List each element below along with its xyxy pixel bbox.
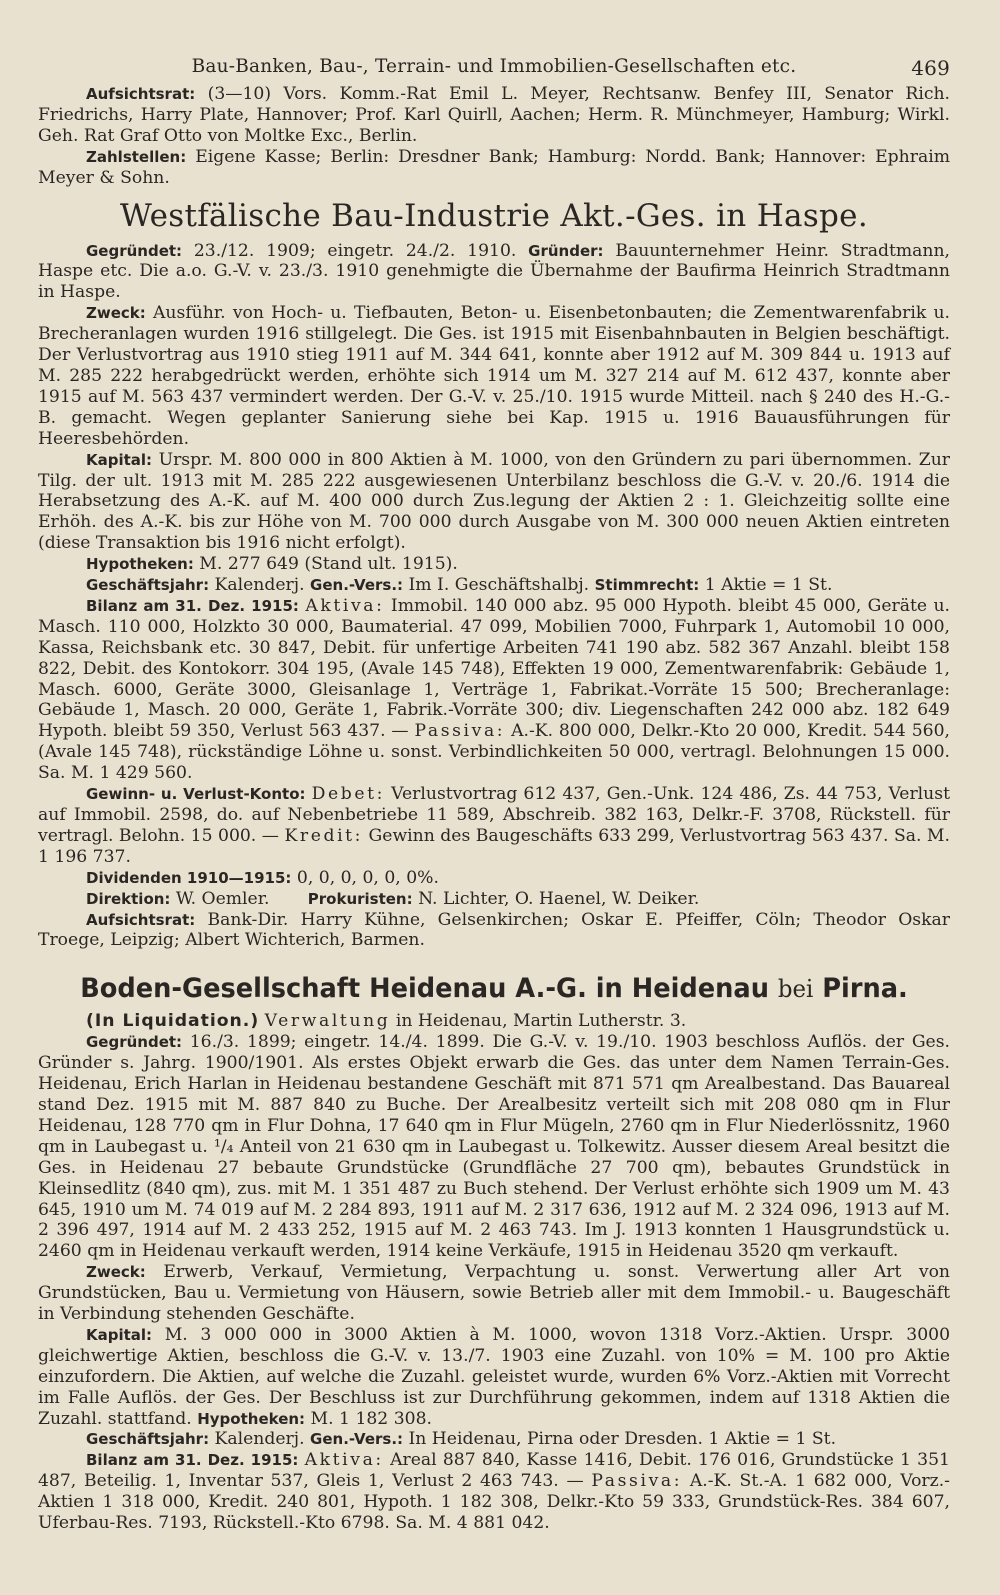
verwaltung-label: Verwaltung — [264, 1011, 391, 1032]
running-title: Bau-Banken, Bau-, Terrain- und Immobilien-Gesellschaften etc. — [191, 56, 797, 77]
passiva-label: Passiva: — [414, 721, 506, 742]
company-heading-boden — [61, 973, 927, 1005]
label: Direktion: — [86, 889, 171, 908]
label: Prokuristen: — [307, 889, 413, 908]
label: Gegründet: — [86, 241, 183, 260]
westf-dividenden — [38, 868, 950, 889]
debet-label: Debet: — [311, 784, 386, 805]
westf-aufsichtsrat — [38, 910, 950, 952]
westf-geschaeftsjahr — [38, 575, 950, 596]
boden-gegruendet — [38, 1032, 950, 1262]
text: A.-K. St.-A. 1 682 000, Vorz.-Aktien 1 318 000, Kredit. 240 801, Hypoth. 1 182 308, Delkr.-Kto 59 333, Grundstück-Res. 384 607, Uferbau-Res. 7193, Rückstell.-Kto 6798. Sa. M. 4 881 042. — [38, 1471, 950, 1534]
text: Areal 887 840, Kasse 1416, Debit. 176 016, Grundstücke 1 351 487, Beteilig. 1, Inventar 537, Gleis 1, Verlust 2 463 743. — — [38, 1450, 950, 1492]
text: 16./3. 1899; eingetr. 14./4. 1899. Die G.-V. v. 19./10. 1903 beschloss Auflös. der Ges. Gründer s. Jahrg. 1900/1901. Als erstes Objekt erwarb die Ges. das unter dem Namen Terrain-Ges. Heidenau, Erich Harlan in Heidenau bestandene Geschäft mit 871 571 qm Arealbestand. Das Bauareal stand Dez. 1915 mit M. 887 840 zu Buche. Der Arealbesitz verteilt sich mit 208 080 qm in Flur Heidenau, 128 770 qm in Flur Dohna, 17 640 qm in Flur Mügeln, 2760 qm in Flur Niederlössnitz, 1960 qm in Laubegast u. ¹/₄ Anteil von 21 630 qm in Laubegast u. Tolkewitz. Ausser diesem Areal besitzt die Ges. in Heidenau 27 bebaute Grundstücke (Grundfläche 27 700 qm), bebautes Grundstück in Kleinsedlitz (840 qm), zus. mit M. 1 351 487 zu Buch stehend. Der Verlust erhöhte sich 1909 um M. 43 645, 1910 um M. 74 019 auf M. 2 284 893, 1911 auf M. 2 317 636, 1912 auf M. 2 324 096, 1913 auf M. 2 396 497, 1914 auf M. 2 433 252, 1915 auf M. 2 463 743. Im J. 1913 konnten 1 Hausgrundstück u. 2460 qm in Heidenau verkauft werden, 1914 keine Verkäufe, 1915 in Heidenau 3520 qm verkauft. — [38, 1032, 951, 1262]
text: M. 1 182 308. — [310, 1408, 432, 1429]
text: Bauunternehmer Heinr. Stradtmann, Haspe etc. Die a.o. G.-V. v. 23./3. 1910 genehmigte die Übernahme der Baufirma Heinrich Stradtmann in Haspe. — [38, 240, 951, 303]
text: 1 Aktie = 1 St. — [704, 575, 833, 596]
text: A.-K. 800 000, Delkr.-Kto 20 000, Kredit. 544 560, (Avale 145 748), rückständige Löhne u. sonst. Verbindlichkeiten 50 000, vertragl. Belohnungen 15 000. Sa. M. 1 429 560. — [38, 721, 950, 784]
label: Aufsichtsrat: — [86, 85, 196, 103]
label: Hypotheken: — [197, 1409, 306, 1428]
label: Gegründet: — [86, 1033, 183, 1052]
text: W. Oemler. — [175, 888, 270, 909]
passiva-label: Passiva: — [591, 1471, 683, 1492]
label: Zweck: — [86, 304, 146, 323]
aktiva-label: Aktiva: — [304, 1450, 384, 1471]
boden-geschaeftsjahr — [38, 1429, 950, 1450]
text: Immobil. 140 000 abz. 95 000 Hypoth. bleibt 45 000, Geräte u. Masch. 110 000, Holzkto 30 000, Baumaterial. 47 099, Mobilien 7000, Fuhrpark 1, Automobil 10 000, Kassa, Reichsbank etc. 30 847, Debit. für unfertige Arbeiten 741 190 abz. 582 367 Anzahl. bleibt 158 822, Debit. des Kontokorr. 304 195, (Avale 145 748), Effekten 19 000, Zementwarenfabrik: Gebäude 1, Masch. 6000, Geräte 3000, Gleisanlage 1, Verträge 1, Fabrikat.-Vorräte 15 500; Brecheranlage: Gebäude 1, Masch. 20 000, Geräte 1, Fabrik.-Vorräte 300; div. Liegenschaften 242 000 abz. 182 649 Hypoth. bleibt 59 350, Verlust 563 437. — — [38, 595, 951, 742]
boden-liquidation — [38, 1011, 950, 1032]
company-heading-westfaelische: Westfälische Bau-Industrie Akt.-Ges. in Haspe. — [120, 197, 868, 234]
label: Bilanz am 31. Dez. 1915: — [86, 1451, 299, 1470]
prev-zahlstellen — [38, 147, 950, 189]
text: Urspr. M. 800 000 in 800 Aktien à M. 1000, von den Gründern zu pari übernommen. Zur Tilg. der ult. 1913 mit M. 285 222 ausgewiesenen Unterbilanz beschloss die G.-V. v. 20./6. 1914 die Herabsetzung des A.-K. auf M. 400 000 durch Zus.legung der Aktien 2 : 1. Gleichzeitig sollte eine Erhöh. des A.-K. bis zur Höhe von M. 700 000 durch Ausgabe von M. 300 000 neuen Aktien eintreten (diese Transaktion bis 1916 nicht erfolgt). — [38, 449, 950, 554]
label: Geschäftsjahr: — [86, 1430, 210, 1449]
text: Eigene Kasse; Berlin: Dresdner Bank; Hamburg: Nordd. Bank; Hannover: Ephraim Meyer & Sohn. — [38, 146, 950, 188]
boden-bilanz — [38, 1450, 950, 1534]
westf-direktion — [38, 889, 950, 910]
text: (3—10) Vors. Komm.-Rat Emil L. Meyer, Rechtsanw. Benfey III, Senator Rich. Friedrichs, Harry Plate, Hannover; Prof. Karl Quirll, Aachen; Herm. R. Münchmeyer, Hamburg; Wirkl. Geh. Rat Graf Otto von Moltke Exc., Berlin. — [38, 84, 950, 146]
boden-kapital — [38, 1325, 950, 1430]
page-number: 469 — [911, 56, 950, 80]
text: Verlustvortrag 612 437, Gen.-Unk. 124 486, Zs. 44 753, Verlust auf Immobil. 2598, do. auf Nebenbetriebe 11 589, Abschreib. 382 163, Delkr.-F. 3708, Rückstell. für vertragl. Belohn. 15 000. — — [38, 784, 950, 846]
boden-zweck — [38, 1262, 950, 1325]
label: Gen.-Vers.: — [310, 576, 404, 595]
aktiva-label: Aktiva: — [305, 595, 385, 616]
kredit-label: Kredit: — [284, 825, 364, 846]
westf-zweck — [38, 303, 950, 449]
label: Kapital: — [86, 450, 153, 469]
heading-end: Pirna. — [822, 973, 908, 1005]
label: Kapital: — [86, 1325, 153, 1344]
westf-hypotheken — [38, 554, 950, 575]
text: Erwerb, Verkauf, Vermietung, Verpachtung u. sonst. Verwertung aller Art von Grundstücken, Bau u. Vermietung von Häusern, sowie Betrieb aller mit dem Immobil.- u. Baugeschäft in Verbindung stehenden Geschäfte. — [38, 1262, 951, 1325]
label: Gen.-Vers.: — [310, 1430, 404, 1449]
text: 23./12. 1909; eingetr. 24./2. 1910. — [193, 240, 517, 261]
text: Im I. Geschäftshalbj. — [408, 575, 590, 596]
prev-aufsichtsrat — [38, 84, 950, 147]
label: Zahlstellen: — [86, 147, 187, 166]
label: Aufsichtsrat: — [86, 910, 196, 929]
label: Zweck: — [86, 1263, 146, 1282]
label: Stimmrecht: — [594, 576, 700, 595]
label: Geschäftsjahr: — [86, 576, 210, 595]
label: Gründer: — [528, 241, 604, 260]
text: Bank-Dir. Harry Kühne, Gelsenkirchen; Oskar E. Pfeiffer, Cöln; Theodor Oskar Troege, Leipzig; Albert Wichterich, Barmen. — [38, 909, 950, 951]
label: Gewinn- u. Verlust-Konto: — [86, 785, 306, 804]
text: Ausführ. von Hoch- u. Tiefbauten, Beton- u. Eisenbetonbauten; die Zementwarenfabrik u. Brecheranlagen wurden 1916 stillgelegt. Die Ges. ist 1915 mit Eisenbahnbauten in Belgien beschäftigt. Der Verlustvortrag aus 1910 stieg 1911 auf M. 344 641, konnte aber 1912 auf M. 309 844 u. 1913 auf M. 285 222 herabgedrückt werden, erhöhte sich 1914 um M. 327 214 auf M. 612 437, konnte aber 1915 auf M. 563 437 vermindert werden. Der G.-V. v. 25./10. 1915 wurde Mitteil. nach § 240 des H.-G.-B. gemacht. Wegen geplanter Sanierung siehe bei Kap. 1915 u. 1916 Bauausführungen für Heeresbehörden. — [38, 303, 950, 449]
text: In Heidenau, Pirna oder Dresden. 1 Aktie = 1 St. — [408, 1429, 837, 1450]
text: M. 3 000 000 in 3000 Aktien à M. 1000, wovon 1318 Vorz.-Aktien. Urspr. 3000 gleichwertige Aktien, beschloss die G.-V. v. 13./7. 1903 eine Zuzahl. von 10% = M. 100 pro Aktie einzufordern. Die Aktien, auf welche die Zuzahl. geleistet wurde, wurden 6% Vorz.-Aktien mit Vorrecht im Falle Auflös. der Ges. Der Beschluss ist zur Durchführung gekommen, indem auf 1318 Aktien die Zuzahl. stattfand. — [38, 1324, 951, 1429]
label: Bilanz am 31. Dez. 1915: — [86, 596, 299, 615]
label: Dividenden 1910—1915: — [86, 868, 292, 887]
text: in Heidenau, Martin Lutherstr. 3. — [395, 1011, 687, 1032]
text: 0, 0, 0, 0, 0, 0%. — [296, 867, 439, 888]
westf-gegruendet — [38, 241, 950, 304]
text: Kalenderj. — [214, 575, 305, 596]
heading-thin: bei — [777, 975, 814, 1004]
text: Gewinn des Baugeschäfts 633 299, Verlustvortrag 563 437. Sa. M. 1 196 737. — [38, 825, 950, 867]
text: N. Lichter, O. Haenel, W. Deiker. — [418, 888, 700, 909]
heading-main: Boden-Gesellschaft Heidenau A.-G. in Heidenau — [80, 973, 769, 1005]
text: M. 277 649 (Stand ult. 1915). — [199, 554, 458, 575]
label: Hypotheken: — [86, 555, 194, 574]
liquidation-label: (In Liquidation.) — [86, 1011, 260, 1032]
westf-guv — [38, 784, 950, 868]
westf-bilanz — [38, 596, 950, 784]
text: Kalenderj. — [214, 1429, 305, 1450]
westf-kapital — [38, 450, 950, 555]
running-head — [38, 50, 950, 84]
